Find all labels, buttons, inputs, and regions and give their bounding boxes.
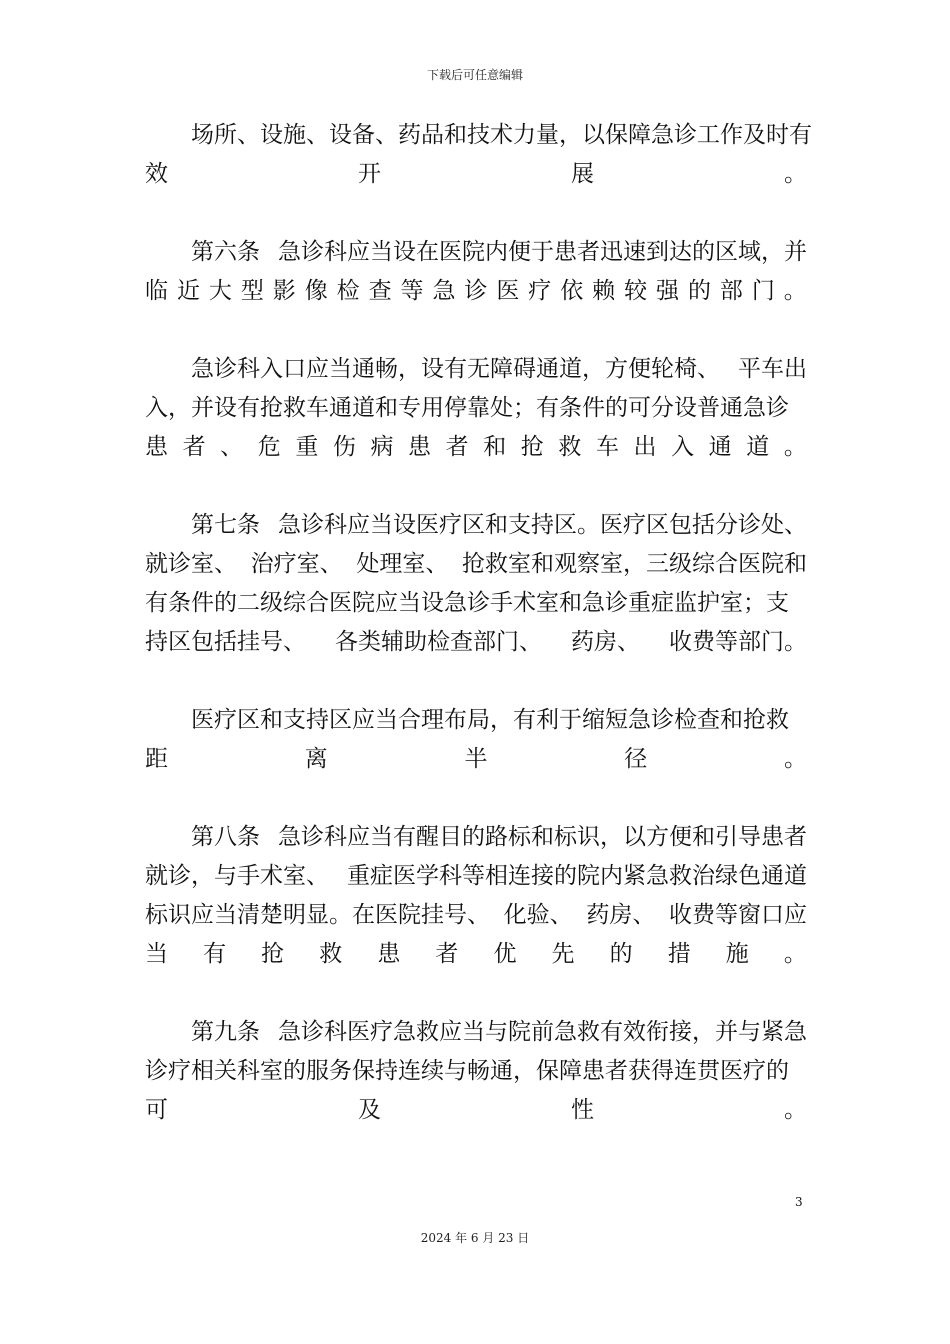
paragraph bbox=[145, 350, 807, 467]
text-line: 距 离 半 径 。 bbox=[145, 746, 807, 772]
text-line: 第八条 急诊科应当有醒目的路标和标识，以方便和引导患者 bbox=[191, 824, 807, 850]
document-body bbox=[145, 116, 812, 1169]
text-line: 第九条 急诊科医疗急救应当与院前急救有效衔接，并与紧急 bbox=[191, 1019, 807, 1045]
page-number: 3 bbox=[795, 1195, 803, 1209]
text-line: 就诊室、 治疗室、 处理室、 抢救室和观察室，三级综合医院和 bbox=[145, 551, 807, 577]
paragraph bbox=[145, 1013, 807, 1130]
text-line: 第六条 急诊科应当设在医院内便于患者迅速到达的区域，并 bbox=[191, 239, 807, 265]
paragraph bbox=[145, 116, 812, 194]
text-line: 效 开 展 。 bbox=[145, 161, 807, 187]
text-line: 标识应当清楚明显。在医院挂号、 化验、 药房、 收费等窗口应 bbox=[145, 902, 807, 928]
paragraph bbox=[145, 701, 807, 779]
text-line: 场所、 设施、 设备、 药品和技术力量，以保障急诊工作及时有 bbox=[191, 122, 812, 148]
text-line: 可 及 性 。 bbox=[145, 1097, 807, 1123]
text-line: 临 近 大 型 影 像 检 查 等 急 诊 医 疗 依 赖 较 强 的 部 门 。 bbox=[145, 278, 807, 304]
text-line: 医疗区和支持区应当合理布局，有利于缩短急诊检查和抢救 bbox=[191, 707, 789, 733]
paragraph bbox=[145, 233, 807, 311]
page-footer-date: 2024 年 6 月 23 日 bbox=[420, 1231, 530, 1245]
text-line: 就诊，与手术室、 重症医学科等相连接的院内紧急救治绿色通道 bbox=[145, 863, 807, 889]
text-line: 第七条 急诊科应当设医疗区和支持区。医疗区包括分诊处、 bbox=[191, 512, 807, 538]
text-line: 急诊科入口应当通畅，设有无障碍通道，方便轮椅、 平车出 bbox=[191, 356, 807, 382]
text-line: 有条件的二级综合医院应当设急诊手术室和急诊重症监护室；支 bbox=[145, 590, 789, 616]
text-line: 诊疗相关科室的服务保持连续与畅通，保障患者获得连贯医疗的 bbox=[145, 1058, 789, 1084]
paragraph bbox=[145, 506, 807, 662]
text-line: 持区包括挂号、 各类辅助检查部门、 药房、 收费等部门。 bbox=[145, 629, 807, 655]
text-line: 患 者 、 危 重 伤 病 患 者 和 抢 救 车 出 入 通 道 。 bbox=[145, 434, 807, 460]
page-header-note: 下载后可任意编辑 bbox=[426, 68, 523, 82]
text-line: 当 有 抢 救 患 者 优 先 的 措 施 。 bbox=[145, 941, 807, 967]
paragraph bbox=[145, 818, 807, 974]
text-line: 入，并设有抢救车通道和专用停靠处；有条件的可分设普通急诊 bbox=[145, 395, 789, 421]
